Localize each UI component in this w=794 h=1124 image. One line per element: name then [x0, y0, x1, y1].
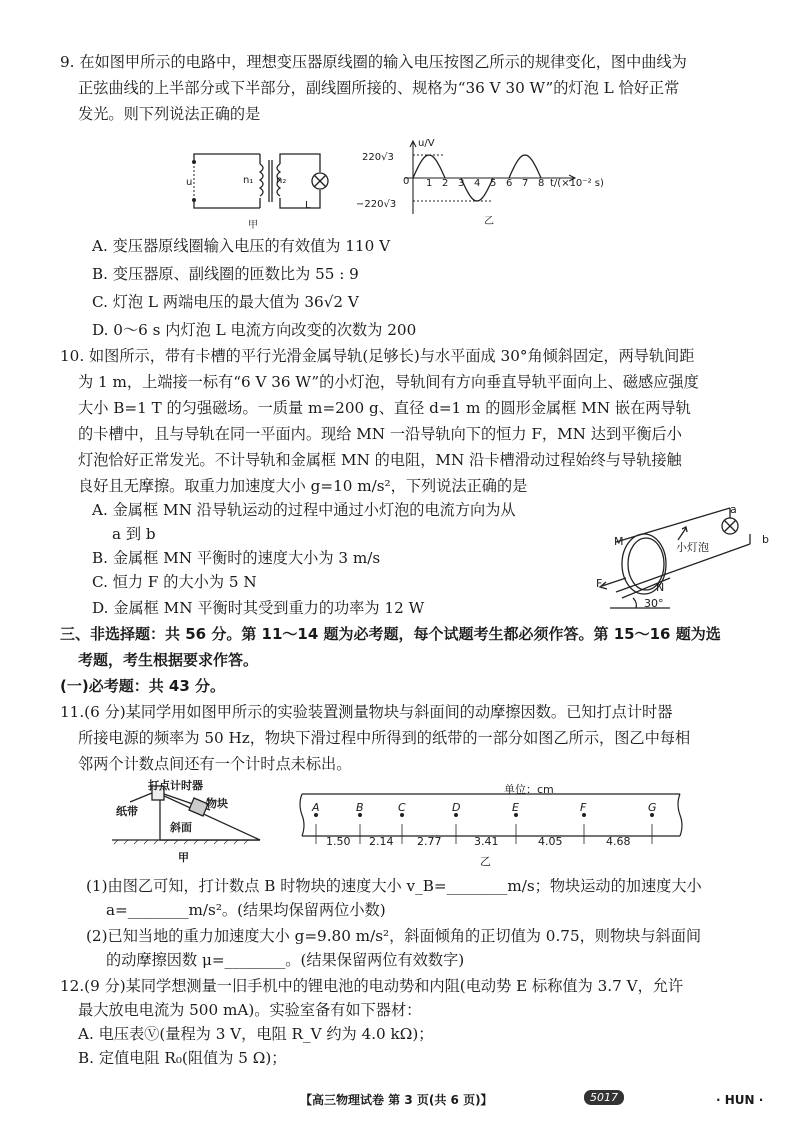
graph-xtick: 5 — [490, 178, 497, 189]
section3-subheading: (一)必考题：共 43 分。 — [60, 677, 226, 695]
graph-xtick: 2 — [442, 178, 449, 189]
q9-option-c: C. 灯泡 L 两端电压的最大值为 36√2 V — [92, 293, 359, 311]
q12-line1: 12.(9 分)某同学想测量一旧手机中的锂电池的电动势和内阻(电动势 E 标称值为 3.7 V，允许 — [60, 977, 684, 995]
graph-xtick: 6 — [506, 178, 513, 189]
q11-part2-line1: (2)已知当地的重力加速度大小 g=9.80 m/s²，斜面倾角的正切值为 0.75，则物块与斜面间 — [86, 927, 702, 945]
fig-n2-label: n₂ — [276, 175, 287, 186]
graph-xtick: 1 — [426, 178, 433, 189]
q12-line2: 最大放电电流为 500 mA)。实验室备有如下器材： — [78, 1001, 422, 1019]
q9-option-a: A. 变压器原线圈输入电压的有效值为 110 V — [92, 237, 391, 255]
q9-line1: 9. 在如图甲所示的电路中，理想变压器原线圈的输入电压按图乙所示的规律变化，图中曲线为 — [60, 53, 687, 71]
q11-part1-line1: (1)由图乙可知，打计数点 B 时物块的速度大小 v_B=________m/s；物块运动的加速度大小 — [86, 877, 702, 895]
label-timer: 打点计时器 — [148, 779, 203, 792]
q10-option-a-line2: a 到 b — [112, 525, 156, 543]
section3-line2: 考题，考生根据要求作答。 — [78, 651, 259, 669]
tape-point: F — [580, 801, 587, 814]
tape-point: G — [648, 801, 657, 814]
q10-line3: 大小 B=1 T 的匀强磁场。一质量 m=200 g、直径 d=1 m 的圆形金属框 MN 嵌在两导轨 — [78, 399, 691, 417]
graph-ymax: 220√3 — [362, 152, 394, 163]
tape-distance: 2.77 — [417, 835, 442, 848]
rail-label-F: F — [596, 577, 603, 590]
q10-line4: 的卡槽中，且与导轨在同一平面内。现给 MN 一沿导轨向下的恒力 F，MN 达到平衡后小 — [78, 425, 682, 443]
q10-option-a-line1: A. 金属框 MN 沿导轨运动的过程中通过小灯泡的电流方向为从 — [92, 501, 516, 519]
tape-point: D — [452, 801, 461, 814]
transformer-circuit-diagram — [180, 150, 340, 218]
section3-line1: 三、非选择题：共 56 分。第 11～14 题为必考题，每个试题考生都必须作答。第 15～16 题为选 — [60, 625, 721, 643]
graph-xtick: 7 — [522, 178, 529, 189]
tape-distance: 2.14 — [369, 835, 394, 848]
tape-point: C — [398, 801, 406, 814]
q11-line2: 所接电源的频率为 50 Hz，物块下滑过程中所得到的纸带的一部分如图乙所示，图乙中每相 — [78, 729, 691, 747]
q10-option-c: C. 恒力 F 的大小为 5 N — [92, 573, 257, 591]
footer-region: · HUN · — [716, 1093, 764, 1107]
footer-code-badge: 5017 — [584, 1090, 624, 1105]
graph-ymin: −220√3 — [356, 199, 397, 210]
graph-xtick: 3 — [458, 178, 465, 189]
q12-option-b: B. 定值电阻 R₀(阻值为 5 Ω)； — [78, 1049, 287, 1067]
q10-option-b: B. 金属框 MN 平衡时的速度大小为 3 m/s — [92, 549, 381, 567]
tape-distance: 4.68 — [606, 835, 631, 848]
graph-ylabel: u/V — [418, 138, 435, 149]
label-block: 物块 — [206, 797, 228, 810]
q9-line3: 发光。则下列说法正确的是 — [78, 105, 261, 123]
fig-n1-label: n₁ — [243, 175, 254, 186]
rail-label-lamp: 小灯泡 — [676, 541, 709, 554]
tape-yi-label: 乙 — [480, 855, 491, 868]
graph-xtick: 4 — [474, 178, 481, 189]
q10-line2: 为 1 m，上端接一标有“6 V 36 W”的小灯泡，导轨间有方向垂直导轨平面向上、磁感应强度 — [78, 373, 699, 391]
rail-label-angle: 30° — [644, 597, 664, 610]
q11-part2-line2: 的动摩擦因数 μ=________。(结果保留两位有效数字) — [106, 951, 465, 969]
q11-line1: 11.(6 分)某同学用如图甲所示的实验装置测量物块与斜面间的动摩擦因数。已知打点计时器 — [60, 703, 673, 721]
fig-L-label: L — [305, 200, 311, 211]
tape-distance: 4.05 — [538, 835, 563, 848]
graph-yi-label: 乙 — [484, 216, 494, 227]
rail-label-b: b — [762, 533, 769, 546]
label-jia: 甲 — [178, 851, 189, 864]
q9-option-b: B. 变压器原、副线圈的匝数比为 55 : 9 — [92, 265, 359, 283]
tape-distance: 3.41 — [474, 835, 499, 848]
footer-page-info: 【高三物理试卷 第 3 页(共 6 页)】 — [300, 1093, 493, 1107]
rail-label-N: N — [656, 581, 665, 594]
q10-line1: 10. 如图所示，带有卡槽的平行光滑金属导轨(足够长)与水平面成 30°角倾斜固定，两导轨间距 — [60, 347, 695, 365]
tape-point: B — [356, 801, 364, 814]
q11-line3: 邻两个计数点间还有一个计时点未标出。 — [78, 755, 352, 773]
q9-option-d: D. 0～6 s 内灯泡 L 电流方向改变的次数为 200 — [92, 321, 417, 339]
rail-label-a: a — [730, 503, 737, 516]
q10-line5: 灯泡恰好正常发光。不计导轨和金属框 MN 的电阻，MN 沿卡槽滑动过程始终与导轨接触 — [78, 451, 682, 469]
tape-unit: 单位：cm — [504, 783, 554, 796]
label-tape: 纸带 — [116, 805, 138, 818]
tape-point: E — [512, 801, 519, 814]
rail-label-M: M — [614, 535, 624, 548]
q11-part1-line2: a=________m/s²。(结果均保留两位小数) — [106, 901, 386, 919]
tape-distance: 1.50 — [326, 835, 351, 848]
q10-line6: 良好且无摩擦。取重力加速度大小 g=10 m/s²，下列说法正确的是 — [78, 477, 528, 495]
tape-point: A — [312, 801, 320, 814]
q9-line2: 正弦曲线的上半部分或下半部分，副线圈所接的、规格为“36 V 30 W”的灯泡 L 恰好正常 — [78, 79, 680, 97]
label-slope: 斜面 — [170, 821, 192, 834]
inclined-rail-diagram — [580, 500, 770, 610]
fig-u-label: u — [186, 177, 193, 188]
fig-jia-label: 甲 — [248, 220, 258, 231]
q10-option-d: D. 金属框 MN 平衡时其受到重力的功率为 12 W — [92, 599, 425, 617]
q12-option-a: A. 电压表Ⓥ(量程为 3 V，电阻 R_V 约为 4.0 kΩ)； — [78, 1025, 434, 1043]
graph-zero: 0 — [403, 176, 410, 187]
graph-xlabel: t/(×10⁻² s) — [550, 178, 604, 189]
graph-xtick: 8 — [538, 178, 545, 189]
